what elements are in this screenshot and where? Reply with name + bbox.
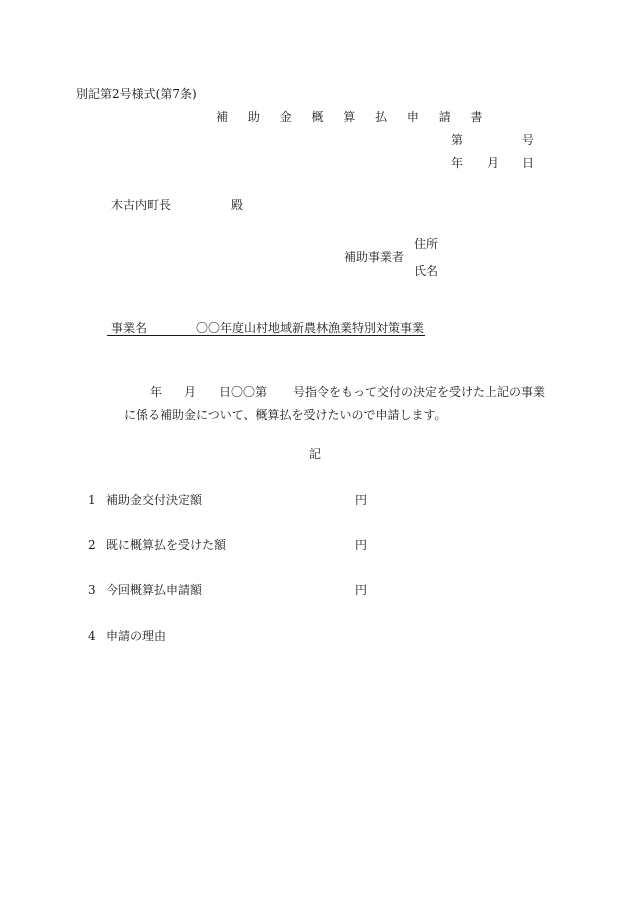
item-number: 3 — [88, 583, 96, 597]
applicant-role-label: 補助事業者 — [344, 250, 405, 264]
item-number: 4 — [88, 629, 96, 643]
date-month-label: 月 — [487, 156, 500, 170]
number-prefix: 第 — [451, 133, 464, 147]
item-label: 申請の理由 — [106, 629, 167, 643]
item-label: 補助金交付決定額 — [106, 493, 203, 507]
addressee-honorific: 殿 — [231, 198, 244, 212]
ki-heading: 記 — [309, 447, 322, 461]
item-label: 今回概算払申請額 — [106, 583, 203, 597]
project-name: 〇〇年度山村地域新農林漁業特別対策事業 — [196, 321, 425, 335]
applicant-name-label: 氏名 — [414, 264, 439, 278]
document-title: 補 助 金 概 算 払 申 請 書 — [216, 110, 486, 124]
project-label: 事業名 — [111, 321, 148, 335]
item-number: 2 — [88, 538, 96, 552]
body-day-notice: 日〇〇第 — [219, 385, 268, 399]
form-number: 別記第2号様式(第7条) — [76, 87, 197, 101]
date-day-label: 日 — [522, 156, 535, 170]
body-month: 月 — [184, 385, 197, 399]
item-label: 既に概算払を受けた額 — [106, 538, 227, 552]
number-suffix: 号 — [522, 133, 535, 147]
date-year-label: 年 — [451, 156, 464, 170]
item-unit: 円 — [355, 493, 368, 507]
item-number: 1 — [88, 493, 96, 507]
addressee-name: 木古内町長 — [111, 198, 172, 212]
item-unit: 円 — [355, 583, 368, 597]
body-line1-text: 号指令をもって交付の決定を受けた上記の事業 — [293, 385, 546, 399]
body-line2-text: に係る補助金について、概算払を受けたいので申請します。 — [124, 408, 447, 422]
body-year: 年 — [150, 385, 163, 399]
applicant-address-label: 住所 — [414, 237, 439, 251]
item-unit: 円 — [355, 538, 368, 552]
